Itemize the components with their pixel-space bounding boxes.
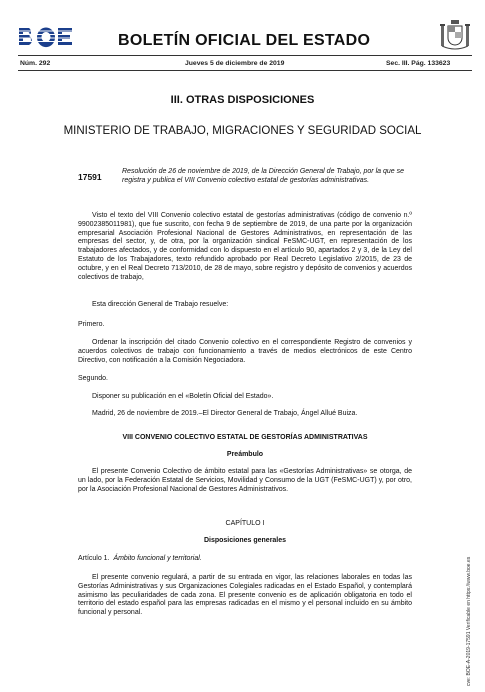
paragraph-resuelve: Esta dirección General de Trabajo resuelve: (92, 301, 229, 308)
preambulo-heading: Preámbulo (226, 451, 264, 458)
issue-number: Núm. 292 (20, 60, 51, 67)
article-number: Artículo 1. (78, 555, 110, 562)
paragraph-primero: Ordenar la inscripción del citado Convenio colectivo en el correspondiente Registro de convenios y acuerdos colectivos de trabajo con funcionamiento a través de medios electrónicos de este Centro Directivo, con notificación a la Comisión Negociadora. (78, 339, 412, 364)
header-rule-bottom (18, 70, 472, 71)
resolution-summary: Resolución de 26 de noviembre de 2019, de la Dirección General de Trabajo, por la que se registra y publica el VIII Convenio colectivo estatal de gestorías administrativas. (122, 168, 404, 184)
paragraph-article-1: El presente convenio regulará, a partir de su entrada en vigor, las relaciones laborales en todas las Gestorías Administrativas y sus Organizaciones Colegiales radicadas en el Estado Español, y contemplará asimismo las peculiaridades de cada zona. El presente convenio es de aplicación obligatoria en todo el territorio del estado español para las empresas radicadas en el mismo y el personal incluido en su ámbito funcional y personal. (78, 574, 412, 617)
document-number: 17591 (78, 172, 102, 182)
article-heading (78, 555, 412, 564)
paragraph-preambulo: El presente Convenio Colectivo de ámbito estatal para las «Gestorías Administrativas» se otorga, de un lado, por la Federación Estatal de Servicios, Movilidad y Consumo de la UGT (FeSMC-UGT) y, por otro, por la Asociación Profesional Nacional de Gestores Administrativos. (78, 468, 412, 493)
convenio-title: VIII CONVENIO COLECTIVO ESTATAL DE GESTORÍAS ADMINISTRATIVAS (122, 434, 368, 441)
heading-primero: Primero. (78, 321, 105, 328)
article-title: Ámbito funcional y territorial. (113, 555, 202, 562)
chapter-heading: CAPÍTULO I (225, 520, 265, 527)
section-page: Sec. III. Pág. 133623 (386, 60, 451, 67)
ministry-name: MINISTERIO DE TRABAJO, MIGRACIONES Y SEGURIDAD SOCIAL (63, 125, 422, 137)
chapter-title: Disposiciones generales (203, 537, 287, 544)
coat-of-arms-icon (438, 18, 472, 52)
heading-segundo: Segundo. (78, 375, 108, 382)
paragraph-visto: Visto el texto del VIII Convenio colectivo estatal de gestorías administrativas (código de convenio n.º 99002385011981), que fue suscrito, con fecha 9 de septiembre de 2019, de una parte por la organización empresarial Asociación Profesional Nacional de Gestores Administrativos, en representación de las empresas del sector, y, de otra, por la organización sindical FeSMC-UGT, en representación de los trabajadores afectados, y de conformidad con lo dispuesto en el artículo 90, apartados 2 y 3, de la Ley del Estatuto de los Trabajadores, texto refundido aprobado por Real Decreto Legislativo 2/2015, de 23 de octubre, y en el Real Decreto 713/2010, de 28 de mayo, sobre registro y depósito de convenios y acuerdos colectivos de trabajo, (78, 212, 412, 281)
signature-line: Madrid, 26 de noviembre de 2019.–El Director General de Trabajo, Ángel Allué Buiza. (92, 410, 358, 417)
boe-logo (18, 26, 74, 48)
publication-title: BOLETÍN OFICIAL DEL ESTADO (118, 32, 371, 49)
section-title: III. OTRAS DISPOSICIONES (170, 94, 315, 106)
paragraph-segundo: Disponer su publicación en el «Boletín Oficial del Estado». (92, 393, 274, 400)
issue-date: Jueves 5 de diciembre de 2019 (185, 60, 285, 67)
header-rule-top (18, 55, 472, 56)
verification-note: cve: BOE-A-2019-17591 Verificable en https://www.boe.es (466, 556, 472, 686)
